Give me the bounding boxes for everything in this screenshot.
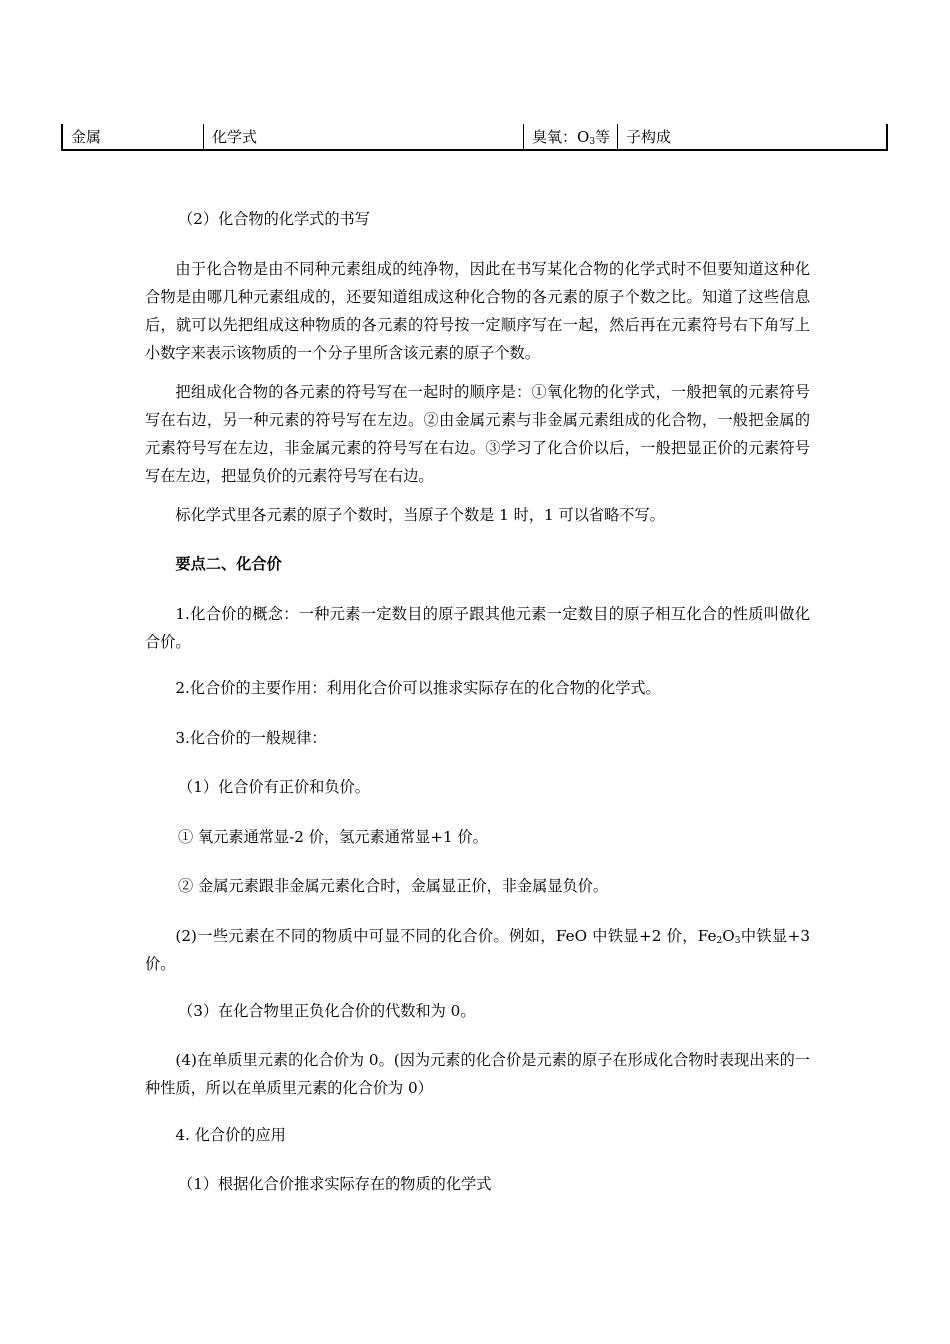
paragraph-compound-formula: 由于化合物是由不同种元素组成的纯净物，因此在书写某化合物的化学式时不但要知道这种化合物是由哪几种元素组成的，还要知道组成这种化合物的各元素的原子个数之比。知道了这些信息后，就可以先把组成这种物质的各元素的符号按一定顺序写在一起，然后再在元素符号右下角写上小数字来表示该物质的一个分子里所含该元素的原子个数。 [145, 260, 810, 362]
paragraph-element-order: 把组成化合物的各元素的符号写在一起时的顺序是：①氧化物的化学式，一般把氧的元素符号写在右边，另一种元素的符号写在左边。②由金属元素与非金属元素组成的化合物，一般把金属的元素符号写在左边，非金属元素的符号写在右边。③学习了化合价以后，一般把显正价的元素符号写在左边，把显负价的元素符号写在右边。 [145, 383, 810, 485]
list-item-derive-formula: （1）根据化合价推求实际存在的物质的化学式 [178, 1175, 492, 1193]
section-heading-compound-formula: （2）化合物的化学式的书写 [178, 210, 370, 228]
list-item-algebraic-sum: （3）在化合物里正负化合价的代数和为 0。 [178, 1002, 476, 1020]
paragraph-element-valence-zero: (4)在单质里元素的化合价为 0。(因为元素的化合价是元素的原子在形成化合物时表现出来的一种性质，所以在单质里元素的化合价为 0） [145, 1051, 810, 1097]
paragraph-valence-use: 2.化合价的主要作用：利用化合价可以推求实际存在的化合物的化学式。 [175, 679, 661, 697]
list-item-metal-nonmetal: ② 金属元素跟非金属元素化合时，金属显正价，非金属显负价。 [178, 877, 609, 895]
table-cell-formula: 化学式 [212, 128, 258, 146]
paragraph-atom-count: 标化学式里各元素的原子个数时，当原子个数是 1 时，1 可以省略不写。 [175, 506, 665, 524]
paragraph-valence-rules: 3.化合价的一般规律： [175, 729, 327, 747]
table-cell-ozone: 臭氧：$O_3$等 [532, 128, 611, 147]
section-heading-valence-application: 4. 化合价的应用 [175, 1126, 286, 1144]
paragraph-valence-concept: 1.化合价的概念：一种元素一定数目的原子跟其他元素一定数目的原子相互化合的性质叫做化合价。 [145, 605, 810, 651]
table-cell-metal: 金属 [71, 128, 102, 146]
list-item-positive-negative: （1）化合价有正价和负价。 [178, 778, 370, 796]
table-border-right [886, 124, 888, 151]
list-item-oxygen-hydrogen: ① 氧元素通常显-2 价，氢元素通常显+1 价。 [178, 828, 488, 846]
table-row [62, 124, 888, 151]
table-cell-composition: 子构成 [626, 128, 672, 146]
paragraph-variable-valence: (2)一些元素在不同的物质中可显不同的化合价。例如，FeO 中铁显+2 价，$Fe_2O_3$中铁显+3 价。 [145, 927, 810, 973]
key-point-heading: 要点二、化合价 [175, 555, 282, 573]
